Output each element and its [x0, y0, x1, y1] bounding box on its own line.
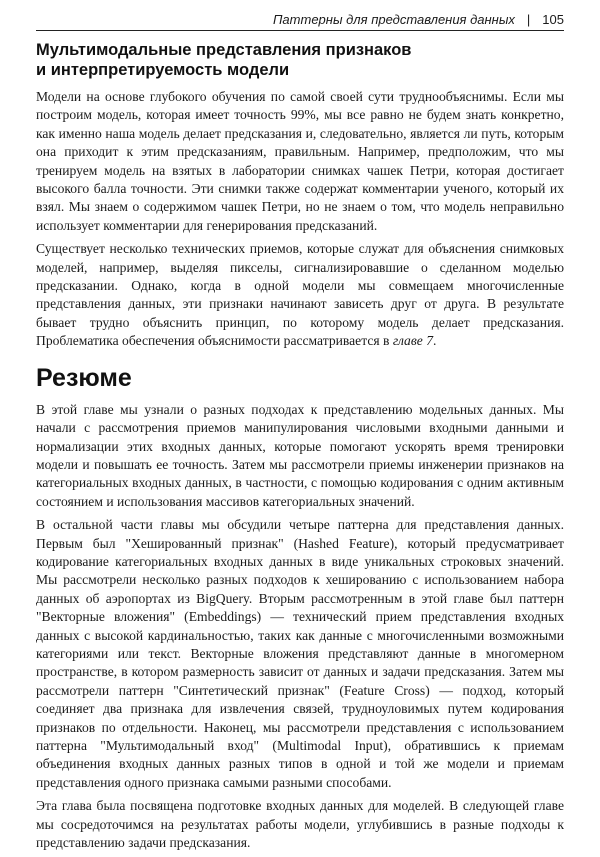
summary-paragraph-3: Эта глава была посвящена подготовке входных данных для моделей. В следующей главе мы сосредоточимся на результатах работы модели, углубившись в разные подходы к представлению задачи предсказания.	[36, 798, 564, 851]
page-content	[36, 40, 564, 857]
subsection-paragraph-2	[36, 240, 564, 350]
chapter-reference: главе 7	[392, 333, 433, 349]
summary-paragraph-2: В остальной части главы мы обсудили четыре паттерна для представления данных. Первым был "Хешированный признак" (Hashed Feature), который предусматривает кодирование категориальных входных данных в виде уникальных строковых значений. Мы рассмотрели несколько разных подходов к хешированию с использованием набора данных об аэропортах из BigQuery. Вторым рассмотренным в этой главе был паттерн "Векторные вложения" (Embeddings) — технический прием представления входных данных с высокой кардинальностью, таких как данные с многочисленными возможными категориями или текст. Векторные вложения представляют данные в многомерном пространстве, в котором размерность зависит от данных и задачи предсказания. Затем мы рассмотрели паттерн "Синтетический признак" (Feature Cross) — подход, который соединяет два признака для извлечения связей, трудноуловимых путем кодирования признаков по отдельности. Наконец, мы рассмотрели представления с использованием паттерна "Мультимодальный вход" (Multimodal Input), обратившись к приемам объединения входных данных разных типов в одной и той же модели и приемам представления одного признака самыми разными способами.	[36, 517, 564, 790]
subsection-paragraph-2-text: Существует несколько технических приемов, которые служат для объяснения снимковых моделей, например, выделяя пикселы, сигнализировавшие о сделанном моделью предсказании. Однако, когда в одной модели мы совмещаем многочисленные представления данных, эти признаки начинают зависеть друг от друга. В результате бывает трудно объяснить принцип, по которому модель делает предсказания. Проблематика обеспечения объяснимости рассматривается в	[36, 241, 564, 349]
subsection-paragraph-1: Модели на основе глубокого обучения по самой своей сути труднообъяснимы. Если мы построим модель, которая имеет точность 99%, мы все равно не будем знать конкретно, как именно наша модель делает предсказания и, следовательно, является ли путь, которым она приходит к этим предсказаниям, правильным. Например, предположим, что мы тренируем модель на взятых в лаборатории снимках чашек Петри, которая достигает высокого балла точности. Эти снимки также содержат комментарии ученого, который их взял. Мы знаем о содержимом чашек Петри, но не знаем о том, что модель неправильно использует комментарии для генерирования предсказаний.	[36, 89, 564, 233]
subsection-paragraph-2-end: .	[433, 333, 437, 349]
running-header	[36, 8, 564, 31]
summary-paragraph-1: В этой главе мы узнали о разных подходах к представлению модельных данных. Мы начали с рассмотрения приемов манипулирования числовыми входными данными и нормализации этих входных данных, которые помогают ускорять время тренировки модели и повышать ее точность. Затем мы рассмотрели приемы инженерии признаков на категориальных входных данных, в частности, с помощью кодирования с одним активным состоянием и использования массивов категориальных значений.	[36, 401, 564, 509]
subsection-heading	[36, 40, 564, 80]
running-header-title: Паттерны для представления данных	[273, 11, 515, 27]
page-number: 105	[542, 11, 564, 27]
running-header-separator: |	[526, 11, 531, 27]
subsection-heading-line1: Мультимодальные представления признаков	[36, 41, 412, 59]
summary-heading: Резюме	[36, 363, 132, 392]
subsection-heading-line2: и интерпретируемость модели	[36, 61, 290, 79]
